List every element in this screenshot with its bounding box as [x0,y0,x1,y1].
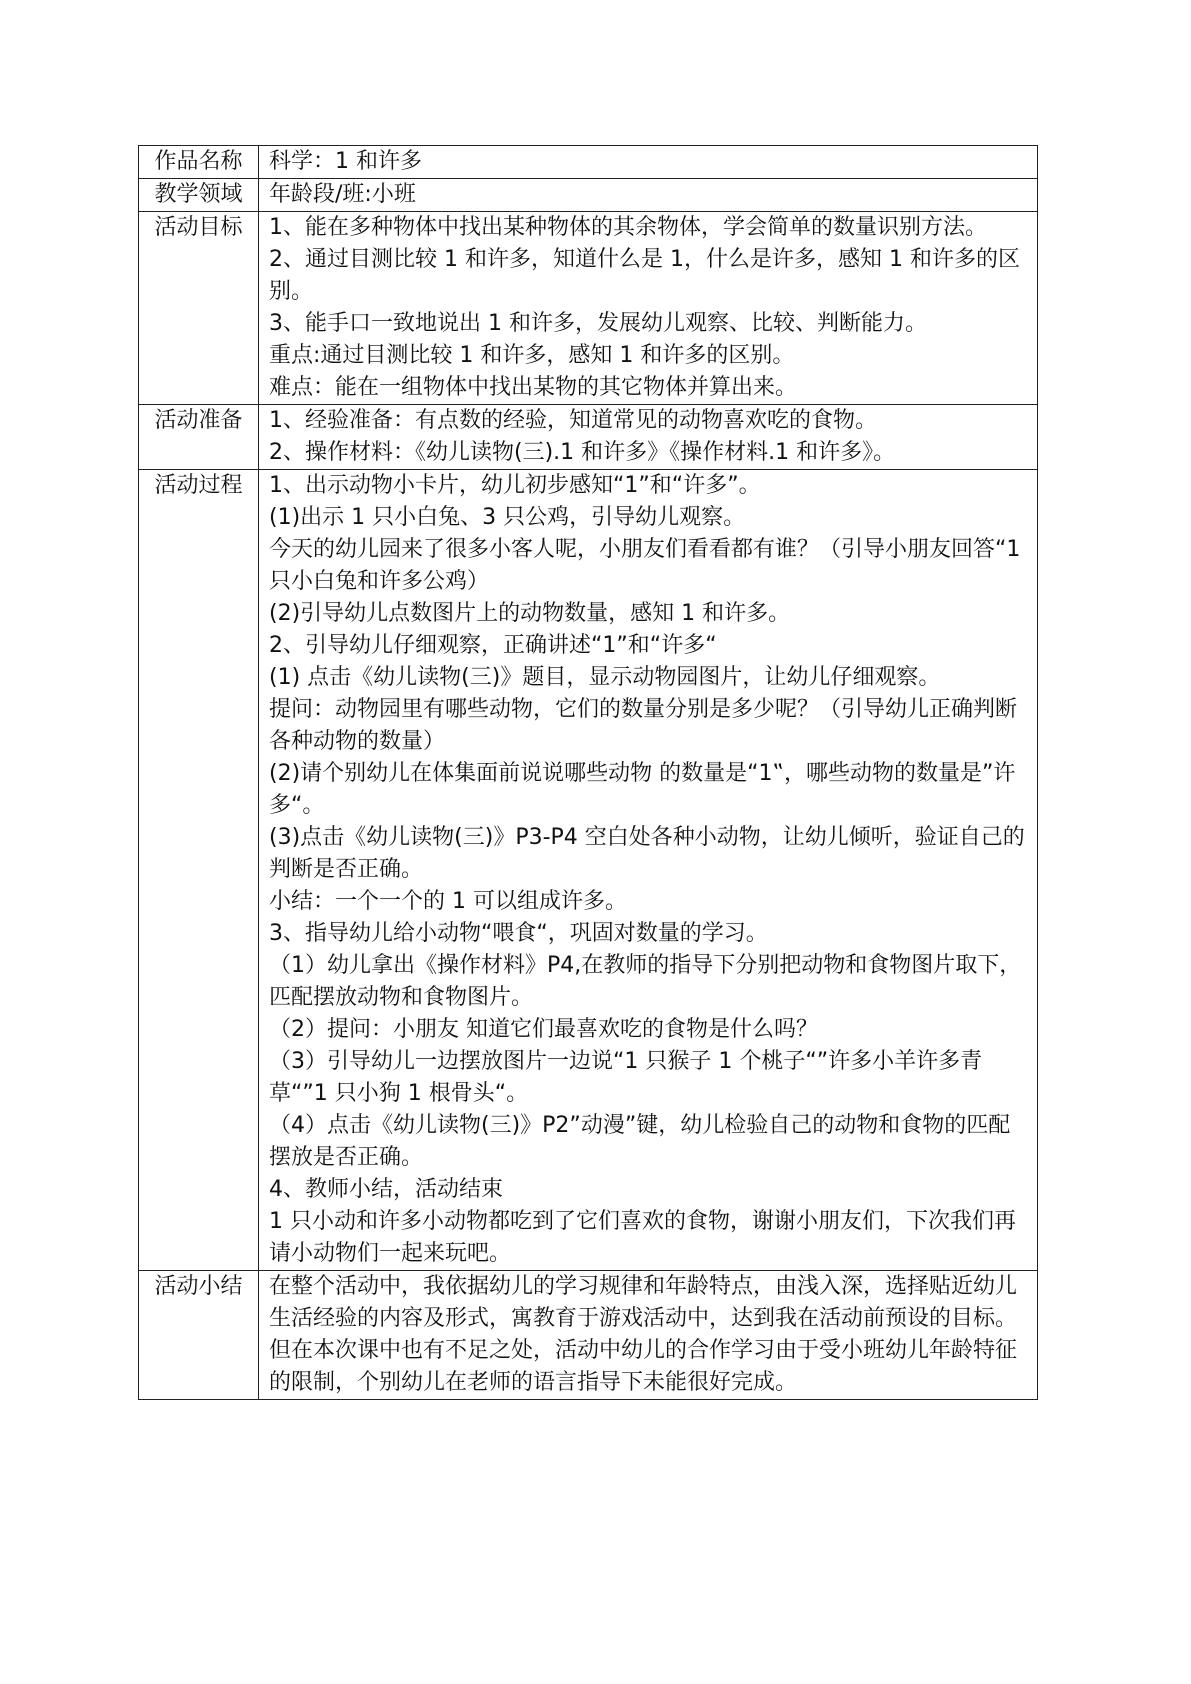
row-activity-goals [139,212,1038,405]
row-content [259,146,1038,179]
content-line: 3、能手口一致地说出 1 和许多，发展幼儿观察、比较、判断能力。 [269,311,927,336]
row-label: 作品名称 [139,146,259,179]
content-line: （2）提问：小朋友 知道它们最喜欢吃的食物是什么吗？ [269,1017,818,1042]
content-line: （3）引导幼儿一边摆放图片一边说“1 只猴子 1 个桃子“”许多小羊许多青草“”1 只小狗 1 根骨头“。 [269,1049,983,1106]
content-line: (1) 点击《幼儿读物(三)》题目，显示动物园图片，让幼儿仔细观察。 [269,665,941,690]
content-line: 科学：1 和许多 [269,149,422,174]
row-content [259,179,1038,212]
row-content [259,1271,1038,1400]
content-line: 1、能在多种物体中找出某种物体的其余物体，学会简单的数量识别方法。 [269,215,987,240]
content-line: 重点:通过目测比较 1 和许多，感知 1 和许多的区别。 [269,343,795,368]
lesson-plan-table [138,145,1038,1400]
row-label: 活动小结 [139,1271,259,1400]
content-line: 在整个活动中，我依据幼儿的学习规律和年龄特点，由浅入深，选择贴近幼儿生活经验的内容及形式，寓教育于游戏活动中，达到我在活动前预设的目标。但在本次课中也有不足之处，活动中幼儿的合作学习由于受小班幼儿年龄特征的限制，个别幼儿在老师的语言指导下未能很好完成。 [269,1274,1018,1395]
content-line: (2)请个别幼儿在体集面前说说哪些动物 的数量是“1‟，哪些动物的数量是”许多“。 [269,761,1016,818]
row-content [259,212,1038,405]
content-line: （4）点击《幼儿读物(三)》P2”动漫”键，幼儿检验自己的动物和食物的匹配摆放是否正确。 [269,1113,1011,1170]
content-line: 1、经验准备：有点数的经验，知道常见的动物喜欢吃的食物。 [269,408,877,433]
row-work-name [139,146,1038,179]
content-line: (3)点击《幼儿读物(三)》P3-P4 空白处各种小动物，让幼儿倾听，验证自己的判断是否正确。 [269,825,1025,882]
content-line: 2、操作材料：《幼儿读物(三).1 和许多》《操作材料.1 和许多》。 [269,440,896,465]
content-line: 3、指导幼儿给小动物“喂食“，巩固对数量的学习。 [269,921,768,946]
content-line: 小结：一个一个的 1 可以组成许多。 [269,889,627,914]
row-activity-preparation [139,405,1038,470]
content-line: （1）幼儿拿出《操作材料》P4,在教师的指导下分别把动物和食物图片取下，匹配摆放动物和食物图片。 [269,953,1022,1010]
row-label: 教学领域 [139,179,259,212]
content-line: 提问：动物园里有哪些动物，它们的数量分别是多少呢？（引导幼儿正确判断各种动物的数量） [269,697,1018,754]
row-label: 活动准备 [139,405,259,470]
row-content [259,470,1038,1271]
row-label: 活动过程 [139,470,259,1271]
content-line: (1)出示 1 只小白兔、3 只公鸡，引导幼儿观察。 [269,505,746,530]
content-line: 2、引导幼儿仔细观察，正确讲述“1”和“许多“ [269,633,717,658]
row-label: 活动目标 [139,212,259,405]
content-line: 1、出示动物小卡片，幼儿初步感知“1”和“许多”。 [269,473,761,498]
content-line: 难点：能在一组物体中找出某物的其它物体并算出来。 [269,375,798,400]
row-activity-summary [139,1271,1038,1400]
row-teaching-domain [139,179,1038,212]
content-line: 1 只小动和许多小动物都吃到了它们喜欢的食物，谢谢小朋友们，下次我们再请小动物们一起来玩吧。 [269,1209,1016,1266]
content-line: 4、教师小结，活动结束 [269,1177,503,1202]
content-line: (2)引导幼儿点数图片上的动物数量，感知 1 和许多。 [269,601,791,626]
row-content [259,405,1038,470]
content-line: 今天的幼儿园来了很多小客人呢，小朋友们看看都有谁？（引导小朋友回答“1 只小白兔和许多公鸡） [269,537,1021,594]
content-line: 年龄段/班:小班 [269,182,416,207]
table-body [139,146,1038,1400]
row-activity-process [139,470,1038,1271]
content-line: 2、通过目测比较 1 和许多，知道什么是 1，什么是许多，感知 1 和许多的区别。 [269,247,1020,304]
